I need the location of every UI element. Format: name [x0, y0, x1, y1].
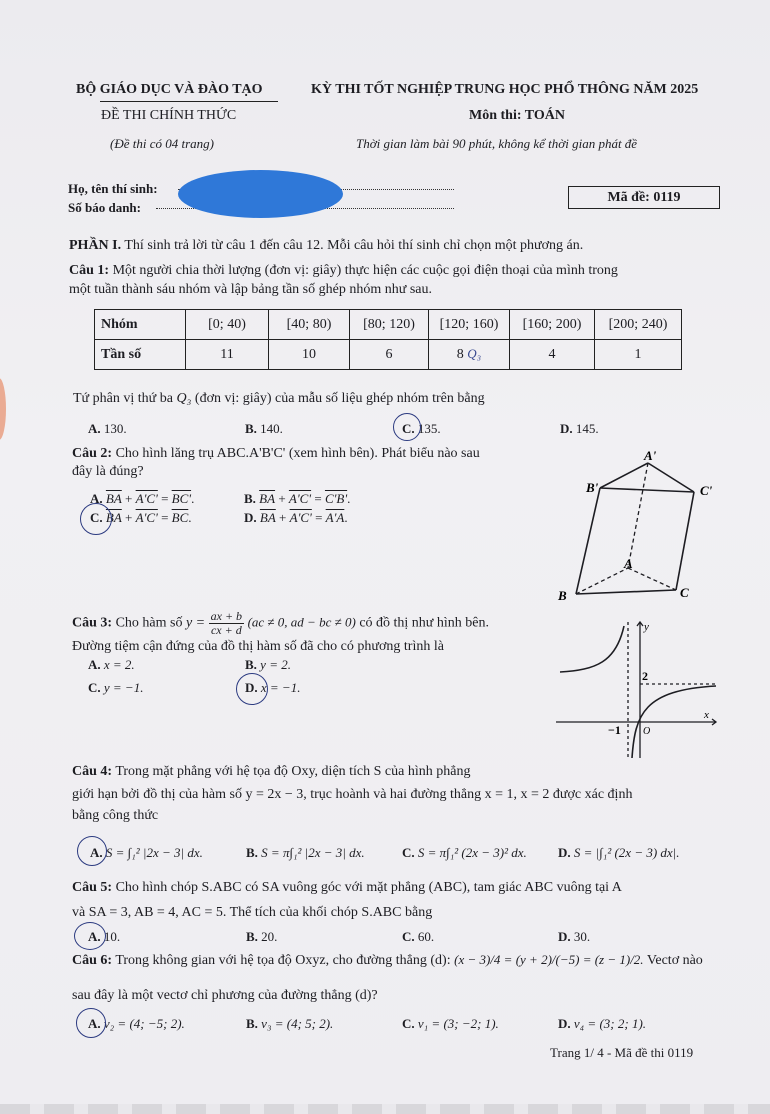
freq-8: 8 [456, 347, 464, 362]
q6-line1 [72, 952, 703, 969]
vector: $\overline{BA}$ [259, 510, 276, 525]
option-key: D. [558, 845, 571, 860]
option-key: D. [245, 680, 258, 695]
option-value: y = 2. [260, 657, 291, 672]
q6-text-post: Vectơ nào [646, 953, 703, 968]
part1-instruction: Thí sinh trả lời từ câu 1 đến câu 12. Mỗi câu hỏi thí sinh chỉ chọn một phương án. [124, 238, 584, 253]
q3-func-y: y = [185, 615, 206, 631]
hidden-edge [628, 463, 648, 568]
edge [576, 488, 600, 594]
option-value: x = 2. [103, 657, 135, 672]
edge [676, 492, 694, 590]
q2-option-c: C. $\overline{BA} + A'C' = \overline{BC}$. [90, 510, 192, 525]
q1-option-a [88, 421, 127, 437]
edge [648, 463, 694, 492]
q1-text2: một tuần thành sáu nhóm và lập bảng tần số ghép nhóm như sau. [69, 282, 432, 297]
x-label: x [704, 709, 709, 721]
option-key: A. [90, 491, 103, 506]
option-value: 135. [417, 421, 441, 436]
table-cell: 4 [510, 340, 595, 370]
table-cell: [40; 80) [269, 310, 350, 340]
answer-circle [80, 503, 112, 535]
q3-text-post: có đồ thị như hình bên. [359, 615, 489, 631]
q6-label: Câu 6: [72, 953, 113, 968]
q3-numerator: ax + b [210, 609, 243, 623]
q4-text3: bằng công thức [72, 808, 159, 823]
option-key: A. [90, 845, 103, 860]
option-key: B. [245, 657, 257, 672]
exam-code-label: Mã đề: [607, 190, 650, 205]
q4-option-a [90, 845, 203, 861]
option-value: v₂ = (4; −5; 2). [103, 1016, 185, 1031]
punct: . [188, 510, 192, 525]
option-key: C. [402, 929, 415, 944]
q5-label: Câu 5: [72, 880, 113, 895]
hidden-edge [576, 568, 628, 594]
q5-text1: Cho hình chóp S.ABC có SA vuông góc với mặt phẳng (ABC), tam giác ABC vuông tại A [115, 880, 622, 895]
table-cell: 10 [269, 340, 350, 370]
origin-label: O [643, 726, 651, 737]
option-key: C. [402, 845, 415, 860]
q6-text2: sau đây là một vectơ chỉ phương của đường thẳng (d)? [72, 988, 378, 1003]
q1-option-d [560, 421, 599, 437]
tick-minus-1: −1 [608, 723, 621, 737]
exam-code-value: 0119 [653, 190, 681, 205]
table-cell: [160; 200) [510, 310, 595, 340]
edge [576, 590, 676, 594]
table-header-groups: Nhóm [95, 310, 186, 340]
option-key: B. [244, 491, 256, 506]
option-value: 140. [260, 421, 283, 436]
table-row [95, 310, 682, 340]
q3-symbol: Q₃ [176, 391, 192, 406]
option-key: B. [246, 845, 258, 860]
q3-denominator: cx + d [210, 623, 242, 637]
table-cell [429, 340, 510, 370]
option-key: D. [244, 510, 257, 525]
option-value: y = −1. [103, 680, 144, 695]
q6-option-b [246, 1016, 333, 1032]
table-row [95, 340, 682, 370]
q5-option-b [246, 929, 277, 945]
option-value: v₄ = (3; 2; 1). [573, 1016, 647, 1031]
vector: A'A [325, 510, 345, 525]
bottom-edge [0, 1104, 770, 1114]
q1-line1 [69, 263, 618, 279]
id-label: Số báo danh: [68, 200, 141, 215]
q6-option-c [402, 1016, 499, 1032]
option-value: 130. [103, 421, 127, 436]
q1-question-after: (đơn vị: giây) của mẫu số liệu ghép nhóm trên bằng [194, 391, 485, 406]
option-value: v₁ = (3; −2; 1). [417, 1016, 499, 1031]
label-b-prime: B' [586, 480, 599, 495]
answer-circle [236, 673, 268, 705]
table-cell: 6 [350, 340, 429, 370]
q6-option-d [558, 1016, 646, 1032]
prism-figure [552, 448, 722, 608]
q5-text2: và SA = 3, AB = 4, AC = 5. Thể tích của khối chóp S.ABC bằng [72, 905, 433, 920]
q2-option-d: D. $\overline{BA} + A'C' = A'A$. [244, 510, 348, 525]
option-key: A. [88, 1016, 101, 1031]
q3-text-pre: Cho hàm số [115, 615, 183, 631]
table-header-freq: Tần số [95, 340, 186, 370]
page-footer: Trang 1/ 4 - Mã đề thi 0119 [550, 1045, 694, 1060]
q4-option-d [558, 845, 680, 861]
q3-label: Câu 3: [72, 615, 113, 631]
vector: A'C' [289, 510, 312, 525]
option-value: 145. [575, 421, 599, 436]
answer-circle [393, 413, 421, 441]
q6-equation: (x − 3)/4 = (y + 2)/(−5) = (z − 1)/2. [454, 952, 644, 967]
hyperbola-graph [556, 618, 722, 760]
option-key: C. [402, 1016, 415, 1031]
exam-title: KỲ THI TỐT NGHIỆP TRUNG HỌC PHỔ THÔNG NĂM 2025 [311, 82, 699, 97]
option-value: S = π∫₁² |2x − 3| dx. [261, 845, 365, 860]
official-label: ĐỀ THI CHÍNH THỨC [101, 108, 237, 123]
q4-option-b [246, 845, 365, 861]
label-a-prime: A' [644, 448, 657, 463]
q6-text-pre: Trong không gian với hệ tọa độ Oxyz, cho đường thẳng (d): [115, 953, 451, 968]
ministry-name: BỘ GIÁO DỤC VÀ ĐÀO TẠO [76, 82, 263, 97]
vector: C'B' [324, 491, 348, 506]
label-c: C [680, 585, 689, 600]
q4-line1 [72, 764, 470, 780]
option-value: S = π∫₁² (2x − 3)² dx. [417, 845, 527, 860]
vector: A'C' [288, 491, 312, 506]
option-key: B. [246, 929, 258, 944]
label-b: B [558, 588, 567, 603]
q4-text2: giới hạn bởi đồ thị của hàm số y = 2x − 3, trục hoành và hai đường thẳng x = 1, x = 2 được xác định [72, 787, 633, 802]
q3-fraction [209, 610, 244, 637]
option-value: S = |∫₁² (2x − 3) dx|. [573, 845, 680, 860]
option-value: 10. [103, 929, 121, 944]
margin-smudge [0, 378, 6, 440]
table-cell: [80; 120) [350, 310, 429, 340]
exam-code-box [568, 186, 720, 209]
option-key: D. [558, 929, 571, 944]
option-key: C. [402, 421, 415, 436]
vector: $\overline{BA}$ [105, 510, 122, 525]
hidden-edge [628, 568, 676, 590]
q4-option-c [402, 845, 527, 861]
q2-text1: Cho hình lăng trụ ABC.A'B'C' (xem hình bên). Phát biểu nào sau [115, 446, 480, 461]
q1-question-before: Tứ phân vị thứ ba [73, 391, 173, 406]
option-key: C. [88, 680, 101, 695]
option-key: B. [245, 421, 257, 436]
option-key: D. [558, 1016, 571, 1031]
edge [600, 463, 648, 488]
option-key: A. [88, 929, 101, 944]
punct: . [344, 510, 348, 525]
table-cell: 11 [186, 340, 269, 370]
q5-option-d [558, 929, 590, 945]
q5-option-c [402, 929, 434, 945]
frequency-table [94, 309, 682, 370]
option-value: 60. [417, 929, 435, 944]
label-c-prime: C' [700, 483, 713, 498]
option-value: v₃ = (4; 5; 2). [261, 1016, 334, 1031]
y-label: y [644, 621, 649, 633]
handwritten-q3: Q₃ [467, 346, 482, 361]
table-cell: [0; 40) [186, 310, 269, 340]
q2-option-b: B. $\overline{BA} + A'C' = C'B'$. [244, 491, 351, 506]
name-label: Họ, tên thí sinh: [68, 181, 158, 196]
vector: A'C' [135, 491, 158, 506]
option-key: D. [560, 421, 573, 436]
answer-circle [77, 836, 107, 866]
option-value: 30. [573, 929, 591, 944]
punct: . [191, 491, 195, 506]
option-key: A. [88, 657, 101, 672]
q3-option-b [245, 657, 291, 673]
q1-question [73, 391, 485, 407]
option-value: S = ∫₁² |2x − 3| dx. [105, 845, 203, 860]
time-note: Thời gian làm bài 90 phút, không kể thời gian phát đề [356, 136, 638, 151]
q3-line1 [72, 610, 489, 637]
left-branch [560, 626, 624, 672]
part1-title: PHẦN I. [69, 238, 122, 253]
option-key: C. [90, 510, 103, 525]
pages-note: (Đề thi có 04 trang) [110, 136, 214, 151]
vector: $\overline{BA}$ [259, 491, 276, 506]
q1-label: Câu 1: [69, 263, 110, 278]
q3-option-c [88, 680, 143, 696]
part1-line [69, 238, 583, 254]
option-value: x = −1. [260, 680, 301, 695]
q3-condition: (ac ≠ 0, ad − bc ≠ 0) [247, 614, 356, 630]
q2-line1 [72, 446, 480, 462]
table-cell: [200; 240) [595, 310, 682, 340]
answer-circle [74, 922, 106, 950]
option-key: A. [88, 421, 101, 436]
redaction-blob [178, 170, 343, 218]
ministry-underline [100, 101, 278, 102]
q3-text2: Đường tiệm cận đứng của đồ thị hàm số đã cho có phương trình là [72, 639, 444, 654]
vector: A'C' [135, 510, 158, 525]
q2-text2: đây là đúng? [72, 464, 144, 479]
vector: $\overline{BA}$ [105, 491, 122, 506]
table-cell: 1 [595, 340, 682, 370]
q5-line1 [72, 880, 622, 896]
tick-2: 2 [642, 669, 648, 683]
q1-text1: Một người chia thời lượng (đơn vị: giây) thực hiện các cuộc gọi điện thoại của mình trong [112, 263, 618, 278]
option-value: 20. [261, 929, 278, 944]
table-cell: [120; 160) [429, 310, 510, 340]
label-a: A [624, 556, 633, 571]
option-key: B. [246, 1016, 258, 1031]
q1-option-b [245, 421, 283, 437]
q2-option-a: A. $\overline{BA} + A'C' = BC'$. [90, 491, 195, 506]
vector: $\overline{BC}$ [171, 510, 189, 525]
answer-circle [76, 1008, 106, 1038]
q4-label: Câu 4: [72, 764, 113, 779]
vector: BC' [171, 491, 192, 506]
q2-label: Câu 2: [72, 446, 113, 461]
punct: . [347, 491, 351, 506]
subject-label: Môn thi: TOÁN [469, 108, 565, 123]
edge [600, 488, 694, 492]
q4-text1: Trong mặt phẳng với hệ tọa độ Oxy, diện tích S của hình phẳng [115, 764, 471, 779]
q3-option-a [88, 657, 135, 673]
